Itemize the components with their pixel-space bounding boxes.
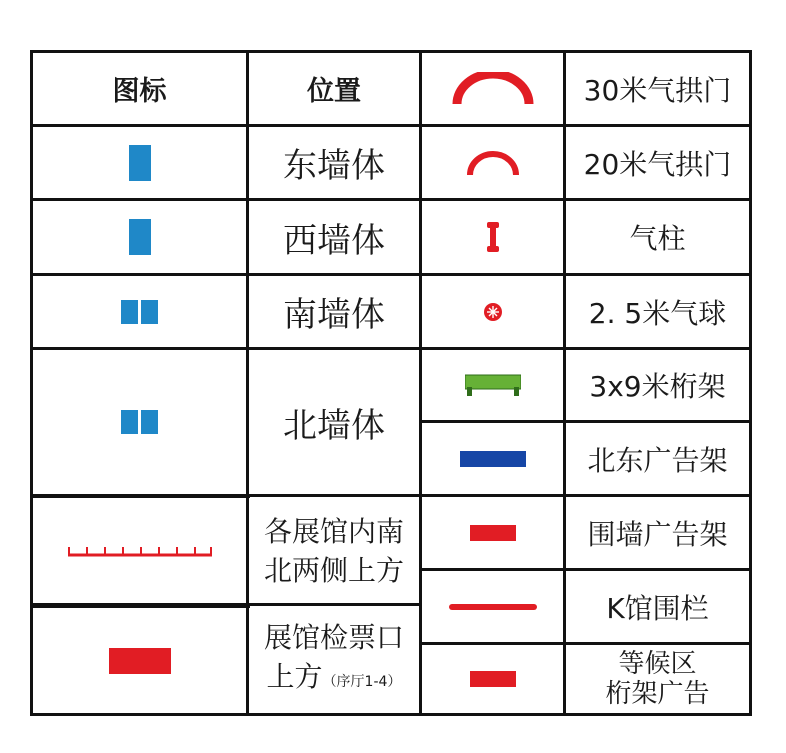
small-red-arch-icon <box>465 149 521 177</box>
header-icon: 图标 <box>112 76 167 107</box>
red-bar-icon <box>470 671 516 687</box>
right-row-5-icon-cell <box>422 350 563 420</box>
red-ticked-line-icon <box>67 544 213 558</box>
blue-double-bar-icon <box>121 300 158 324</box>
left-row-4-position: 北墙体 <box>283 405 385 446</box>
right-row-1-label: 30米气拱门 <box>583 73 732 107</box>
right-row-9-label-line2: 桁架广告 <box>605 679 710 709</box>
grid-line <box>250 494 422 497</box>
grid-line <box>749 50 752 716</box>
right-row-8-label: K馆围栏 <box>606 591 709 625</box>
right-row-8-icon-cell <box>422 571 563 642</box>
right-row-7-icon-cell <box>422 497 563 568</box>
large-red-arch-icon <box>451 72 535 106</box>
right-row-4-label: 2. 5米气球 <box>588 296 727 330</box>
right-row-6-label: 北东广告架 <box>587 443 728 477</box>
left-row-6-icon-cell <box>33 608 246 713</box>
right-row-1-icon-cell <box>422 53 563 124</box>
right-row-5-label: 3x9米桁架 <box>589 370 726 403</box>
red-balloon-icon <box>483 302 503 322</box>
right-row-3-icon-cell <box>422 201 563 273</box>
left-row-5-position <box>249 498 419 603</box>
blue-bar-icon <box>129 145 151 181</box>
header-position: 位置 <box>307 76 361 107</box>
right-row-7-label: 围墙广告架 <box>587 517 728 551</box>
grid-line <box>30 713 422 716</box>
red-long-line-icon <box>449 604 537 610</box>
right-row-3-label: 气柱 <box>629 222 686 255</box>
right-row-4-icon-cell <box>422 276 563 347</box>
red-bar-icon <box>470 525 516 541</box>
right-row-9-label-line1: 等候区 <box>618 649 697 679</box>
right-row-2-icon-cell <box>422 127 563 198</box>
left-row-1-position: 东墙体 <box>283 146 385 186</box>
red-column-icon <box>486 222 500 252</box>
left-row-6-position <box>249 606 419 713</box>
left-row-5-position-line2: 北两侧上方 <box>263 553 404 587</box>
blue-bar-wide-icon <box>460 451 526 467</box>
left-row-5-icon-cell <box>33 498 246 603</box>
left-row-2-icon-cell <box>33 201 246 273</box>
left-row-2-position: 西墙体 <box>283 220 385 261</box>
right-row-6-icon-cell <box>422 423 563 494</box>
green-truss-icon <box>465 373 521 397</box>
blue-double-bar-icon <box>121 410 158 434</box>
left-row-6-position-note: （序厅1-4） <box>322 673 402 690</box>
grid-line <box>422 713 752 716</box>
left-row-3-position: 南墙体 <box>283 295 385 335</box>
red-rect-icon <box>109 648 171 674</box>
left-row-6-position-line2-wrap <box>267 657 402 702</box>
right-row-2-label: 20米气拱门 <box>583 147 732 181</box>
left-row-5-position-line1: 各展馆内南 <box>263 514 404 548</box>
left-row-6-position-line1: 展馆检票口 <box>263 620 404 654</box>
left-row-6-position-line2: 上方 <box>266 659 323 693</box>
blue-bar-icon <box>129 219 151 255</box>
left-row-1-icon-cell <box>33 127 246 198</box>
right-row-9-label <box>566 645 749 713</box>
left-row-3-icon-cell <box>33 276 246 347</box>
left-row-4-icon-cell <box>33 350 246 494</box>
right-row-9-icon-cell <box>422 645 563 713</box>
